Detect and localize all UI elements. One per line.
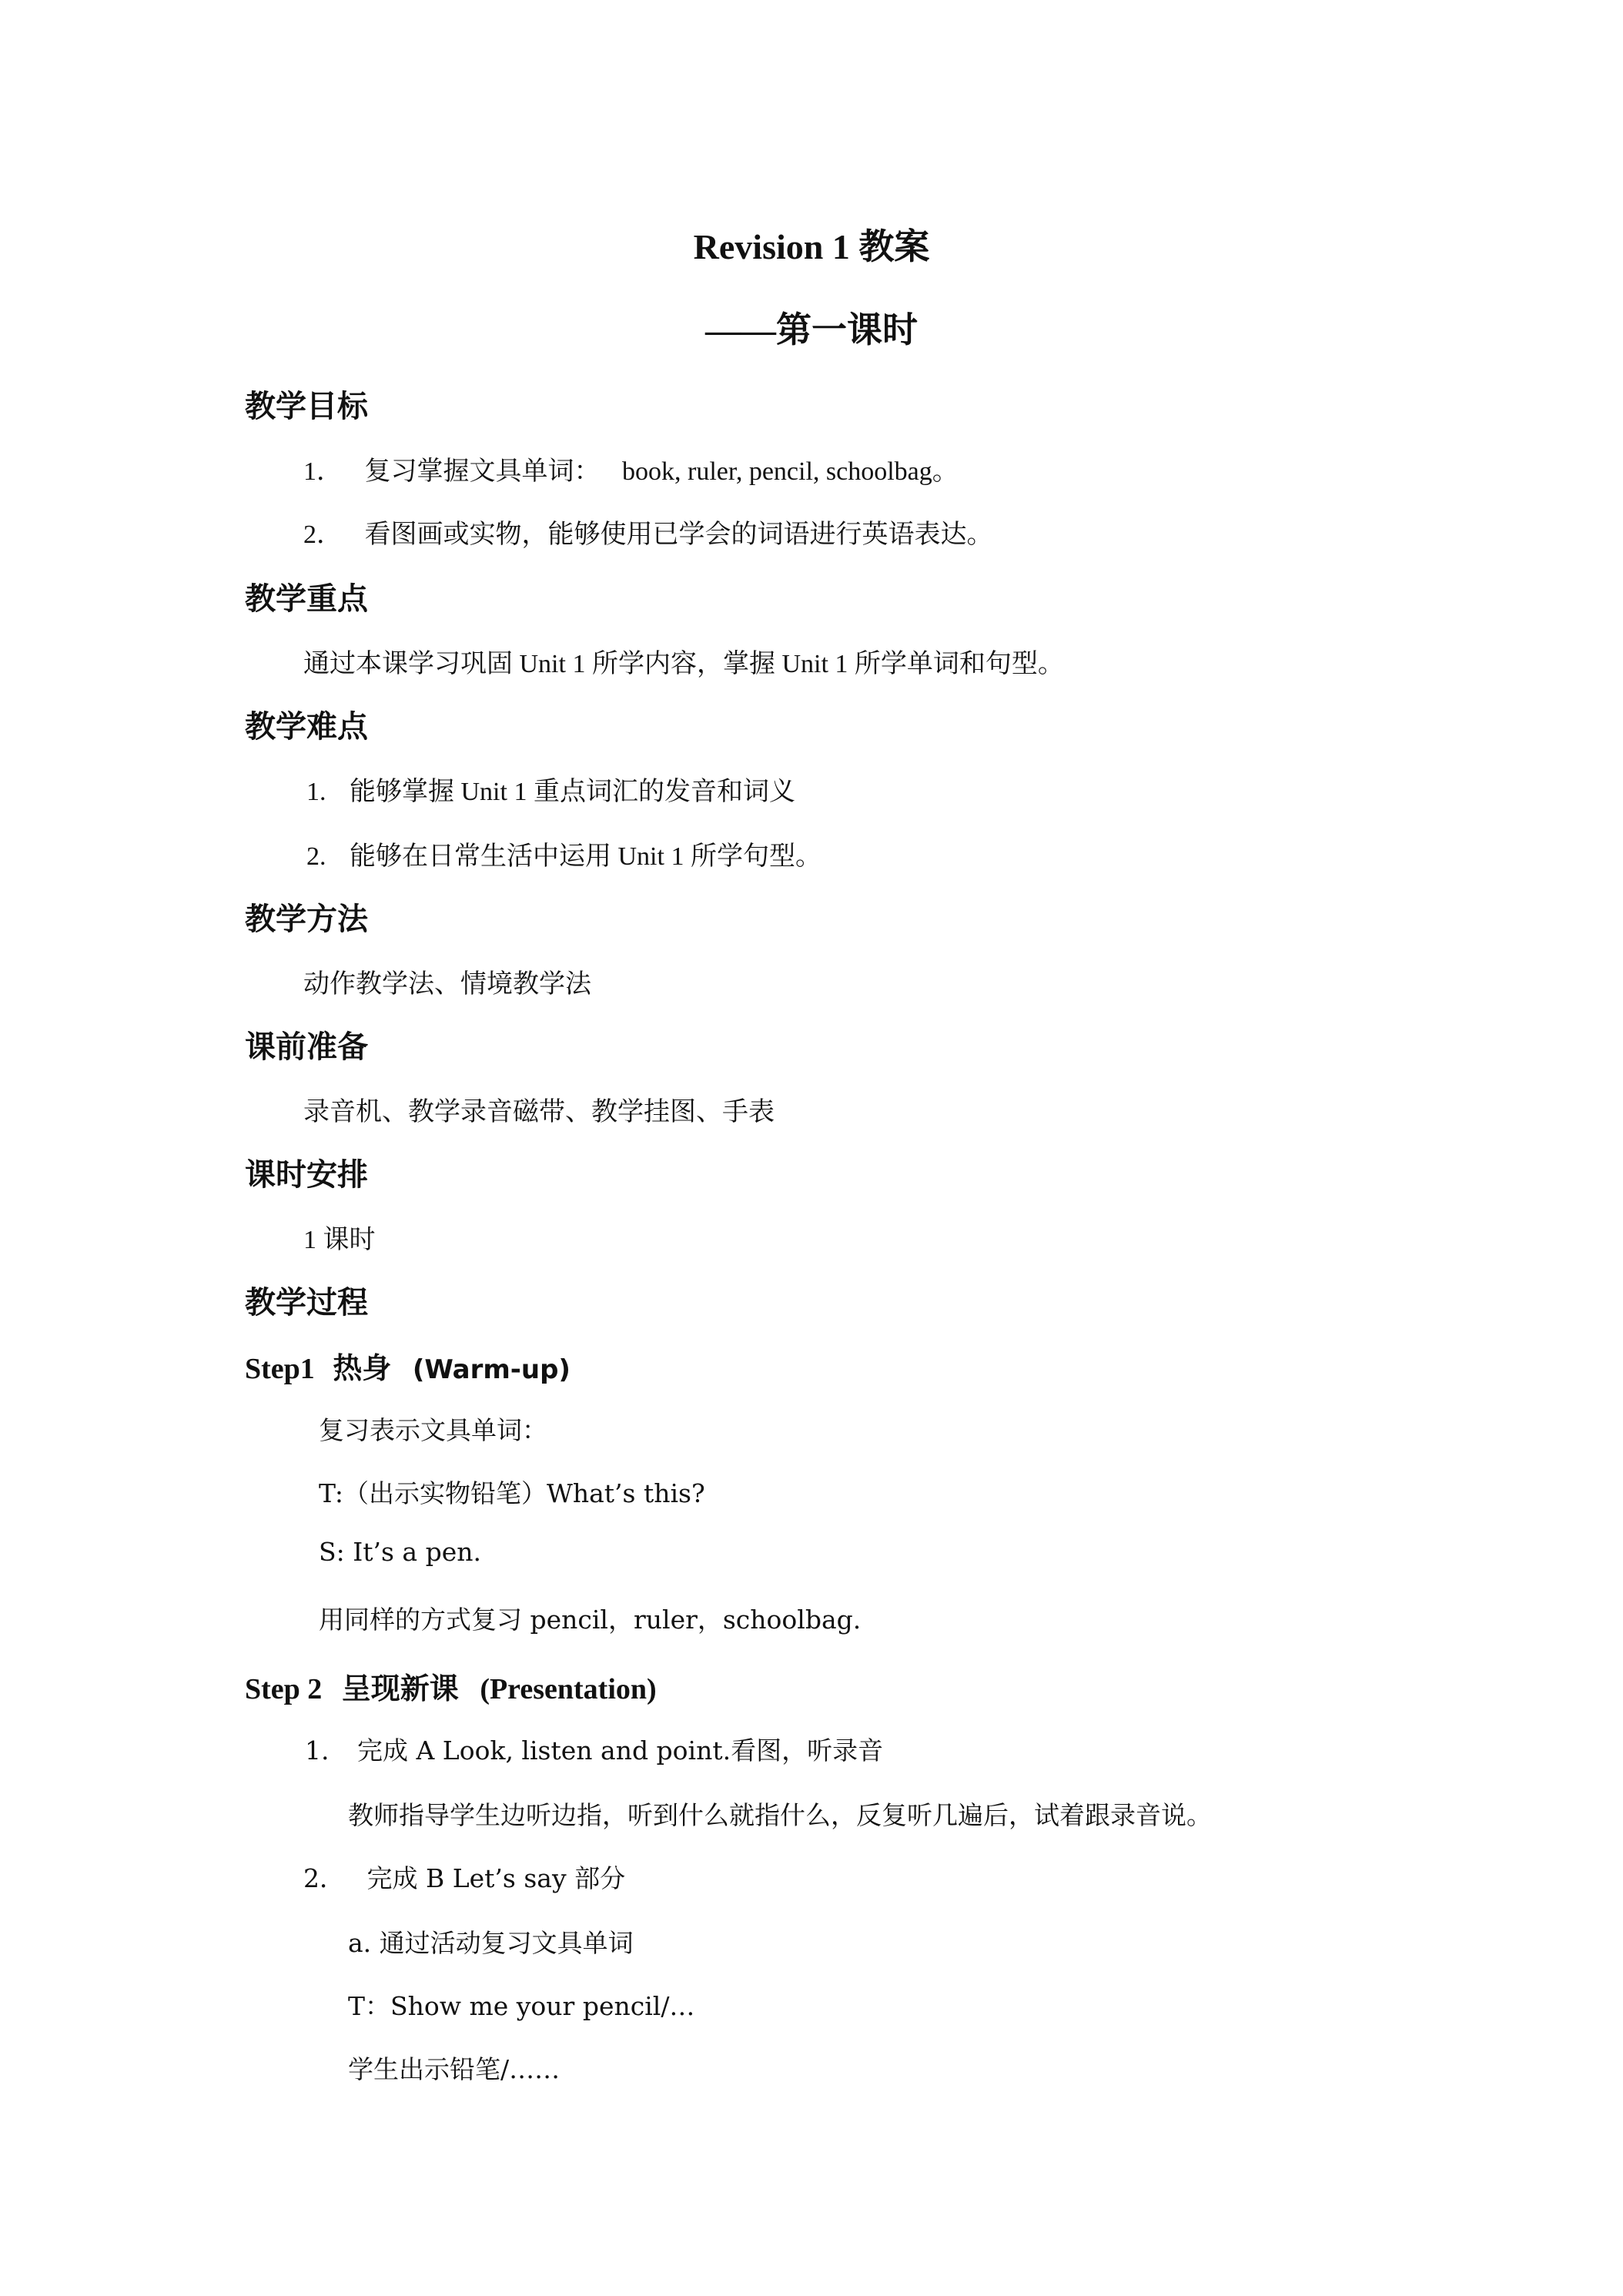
key-points-text: 通过本课学习巩固 Unit 1 所学内容，掌握 Unit 1 所学单词和句型。 — [303, 650, 1064, 678]
step2-item-1-detail: 教师指导学生边听边指，听到什么就指什么，反复听几遍后，试着跟录音说。 — [348, 1800, 1212, 1830]
step-title-en: (Presentation) — [480, 1673, 657, 1705]
preparation-text: 录音机、教学录音磁带、教学挂图、手表 — [303, 1098, 775, 1126]
list-number: 2. — [306, 842, 326, 871]
step1-line-4: 用同样的方式复习 pencil，ruler，schoolbag. — [319, 1605, 862, 1635]
difficulty-item-2 — [306, 835, 822, 872]
list-text: 能够在日常生活中运用 Unit 1 所学句型。 — [350, 842, 822, 871]
section-heading-key-points: 教学重点 — [245, 581, 368, 617]
list-number: 1. — [306, 778, 326, 806]
list-number: 1． — [303, 457, 343, 486]
objective-item-1 — [303, 450, 959, 487]
list-number: 2． — [303, 520, 343, 549]
schedule-text: 1 课时 — [303, 1226, 376, 1254]
document-subtitle: ——第一课时 — [705, 310, 918, 350]
step-label: Step 2 — [245, 1673, 323, 1705]
list-text: 复习掌握文具单词： — [364, 457, 601, 486]
list-text: 完成 A Look, listen and point.看图，听录音 — [357, 1735, 884, 1766]
list-text: 看图画或实物，能够使用已学会的词语进行英语表达。 — [364, 520, 993, 549]
section-heading-preparation: 课前准备 — [245, 1029, 368, 1065]
step2-item-1 — [305, 1731, 883, 1767]
step-title-cn: 热身 — [333, 1351, 392, 1385]
step2-sub-a: a. 通过活动复习文具单词 — [348, 1928, 634, 1958]
section-heading-process: 教学过程 — [245, 1285, 368, 1320]
section-heading-methods: 教学方法 — [245, 902, 368, 937]
step2-heading — [245, 1665, 657, 1707]
step-label: Step1 — [245, 1353, 315, 1385]
step1-line-3: S: It’s a pen. — [319, 1537, 481, 1567]
methods-text: 动作教学法、情境教学法 — [303, 970, 591, 999]
step-title-en: (Warm-up) — [412, 1354, 571, 1385]
list-text: 完成 B Let’s say 部分 — [366, 1863, 626, 1893]
section-heading-schedule: 课时安排 — [245, 1157, 368, 1193]
step1-line-1: 复习表示文具单词： — [319, 1415, 547, 1445]
document-title: Revision 1 教案 — [693, 227, 930, 266]
difficulty-item-1 — [306, 770, 795, 808]
section-heading-difficulties: 教学难点 — [245, 709, 368, 745]
step-title-cn: 呈现新课 — [341, 1672, 459, 1705]
vocabulary-words: book, ruler, pencil, schoolbag。 — [622, 457, 959, 486]
step1-line-2: T:（出示实物铅笔）What’s this? — [319, 1478, 705, 1508]
step2-student-line: 学生出示铅笔/…… — [348, 2054, 561, 2084]
section-heading-objectives: 教学目标 — [245, 389, 368, 424]
step1-heading — [245, 1344, 571, 1387]
step2-teacher-line: T：Show me your pencil/… — [348, 1991, 695, 2021]
objective-item-2 — [303, 513, 993, 551]
list-number: 1. — [305, 1735, 330, 1766]
step2-item-2 — [303, 1859, 625, 1895]
list-number: 2． — [303, 1863, 345, 1893]
list-text: 能够掌握 Unit 1 重点词汇的发音和词义 — [350, 778, 795, 806]
